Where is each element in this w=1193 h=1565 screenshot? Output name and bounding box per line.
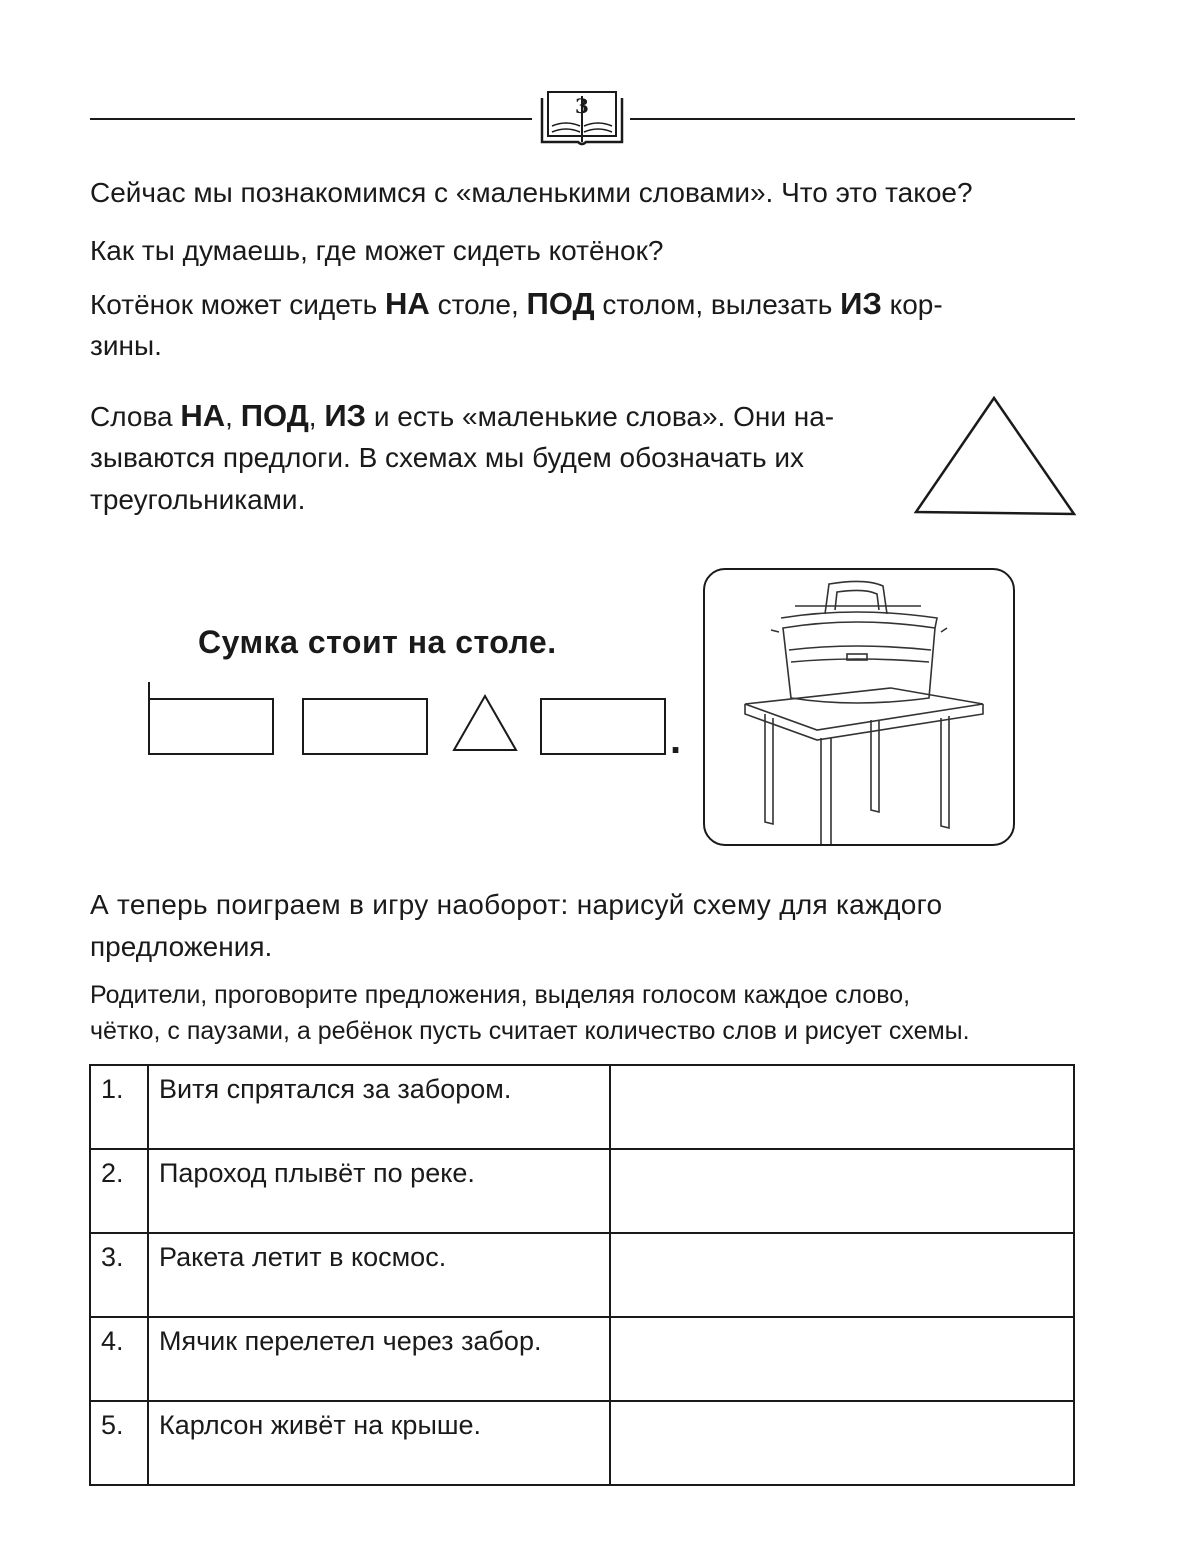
exercise-number: 4. xyxy=(90,1317,148,1401)
table-row xyxy=(90,1149,1074,1233)
keyword-iz: ИЗ xyxy=(324,398,367,433)
scheme-answer-cell[interactable] xyxy=(610,1401,1074,1485)
text-segment: , xyxy=(225,401,241,432)
text-segment: Котёнок может сидеть xyxy=(90,289,386,320)
table-row xyxy=(90,1401,1074,1485)
table-row xyxy=(90,1065,1074,1149)
text-segment: кор- xyxy=(881,289,943,320)
scheme-word-box xyxy=(148,698,274,755)
keyword-pod: ПОД xyxy=(526,286,595,321)
scheme-preposition-triangle xyxy=(450,692,520,754)
scheme-answer-cell[interactable] xyxy=(610,1233,1074,1317)
task-line-2: предложения. xyxy=(90,931,273,962)
scheme-word-box xyxy=(540,698,666,755)
exercise-number: 3. xyxy=(90,1233,148,1317)
task-line-1: А теперь поиграем в игру наоборот: нарисуй схему для каждого xyxy=(90,889,943,920)
exercise-sentence: Витя спрятался за забором. xyxy=(148,1065,610,1149)
definition-line-1 xyxy=(90,395,834,438)
exercise-table xyxy=(89,1064,1075,1486)
big-triangle-icon xyxy=(912,394,1078,518)
scheme-word-box xyxy=(302,698,428,755)
exercise-number: 1. xyxy=(90,1065,148,1149)
capital-marker xyxy=(148,682,150,700)
book-icon xyxy=(540,86,624,148)
exercise-sentence: Мячик перелетел через забор. xyxy=(148,1317,610,1401)
scheme-answer-cell[interactable] xyxy=(610,1065,1074,1149)
table-row xyxy=(90,1317,1074,1401)
scheme-period: . xyxy=(670,718,682,762)
definition-line-3: треугольниками. xyxy=(90,484,306,515)
intro-line-1: Сейчас мы познакомимся с «маленькими словами». Что это такое? xyxy=(90,177,973,208)
intro-line-3 xyxy=(90,283,943,326)
keyword-iz: ИЗ xyxy=(840,286,882,321)
header-rule-right xyxy=(630,118,1075,120)
exercise-number: 5. xyxy=(90,1401,148,1485)
text-segment: , xyxy=(308,401,325,432)
exercise-sentence: Пароход плывёт по реке. xyxy=(148,1149,610,1233)
scheme-answer-cell[interactable] xyxy=(610,1149,1074,1233)
bag-on-table-image xyxy=(703,568,1015,846)
page-number: 3 xyxy=(575,94,589,118)
text-segment: Слова xyxy=(90,401,181,432)
keyword-na: НА xyxy=(180,398,226,433)
table-row xyxy=(90,1233,1074,1317)
intro-line-4: зины. xyxy=(90,330,162,361)
hint-line-2: чётко, с паузами, а ребёнок пусть считает количество слов и рисует схемы. xyxy=(90,1017,970,1045)
scheme-answer-cell[interactable] xyxy=(610,1317,1074,1401)
text-segment: столе, xyxy=(429,289,527,320)
text-segment: столом, вылезать xyxy=(594,289,841,320)
header-rule-left xyxy=(90,118,532,120)
keyword-na: НА xyxy=(385,286,430,321)
example-sentence: Сумка стоит на столе. xyxy=(198,624,557,660)
definition-line-2: зываются предлоги. В схемах мы будем обозначать их xyxy=(90,442,804,473)
hint-line-1: Родители, проговорите предложения, выделяя голосом каждое слово, xyxy=(90,981,911,1009)
exercise-sentence: Ракета летит в космос. xyxy=(148,1233,610,1317)
exercise-sentence: Карлсон живёт на крыше. xyxy=(148,1401,610,1485)
keyword-pod: ПОД xyxy=(240,398,309,433)
intro-line-2: Как ты думаешь, где может сидеть котёнок? xyxy=(90,235,664,266)
exercise-number: 2. xyxy=(90,1149,148,1233)
text-segment: и есть «маленькие слова». Они на- xyxy=(366,401,835,432)
